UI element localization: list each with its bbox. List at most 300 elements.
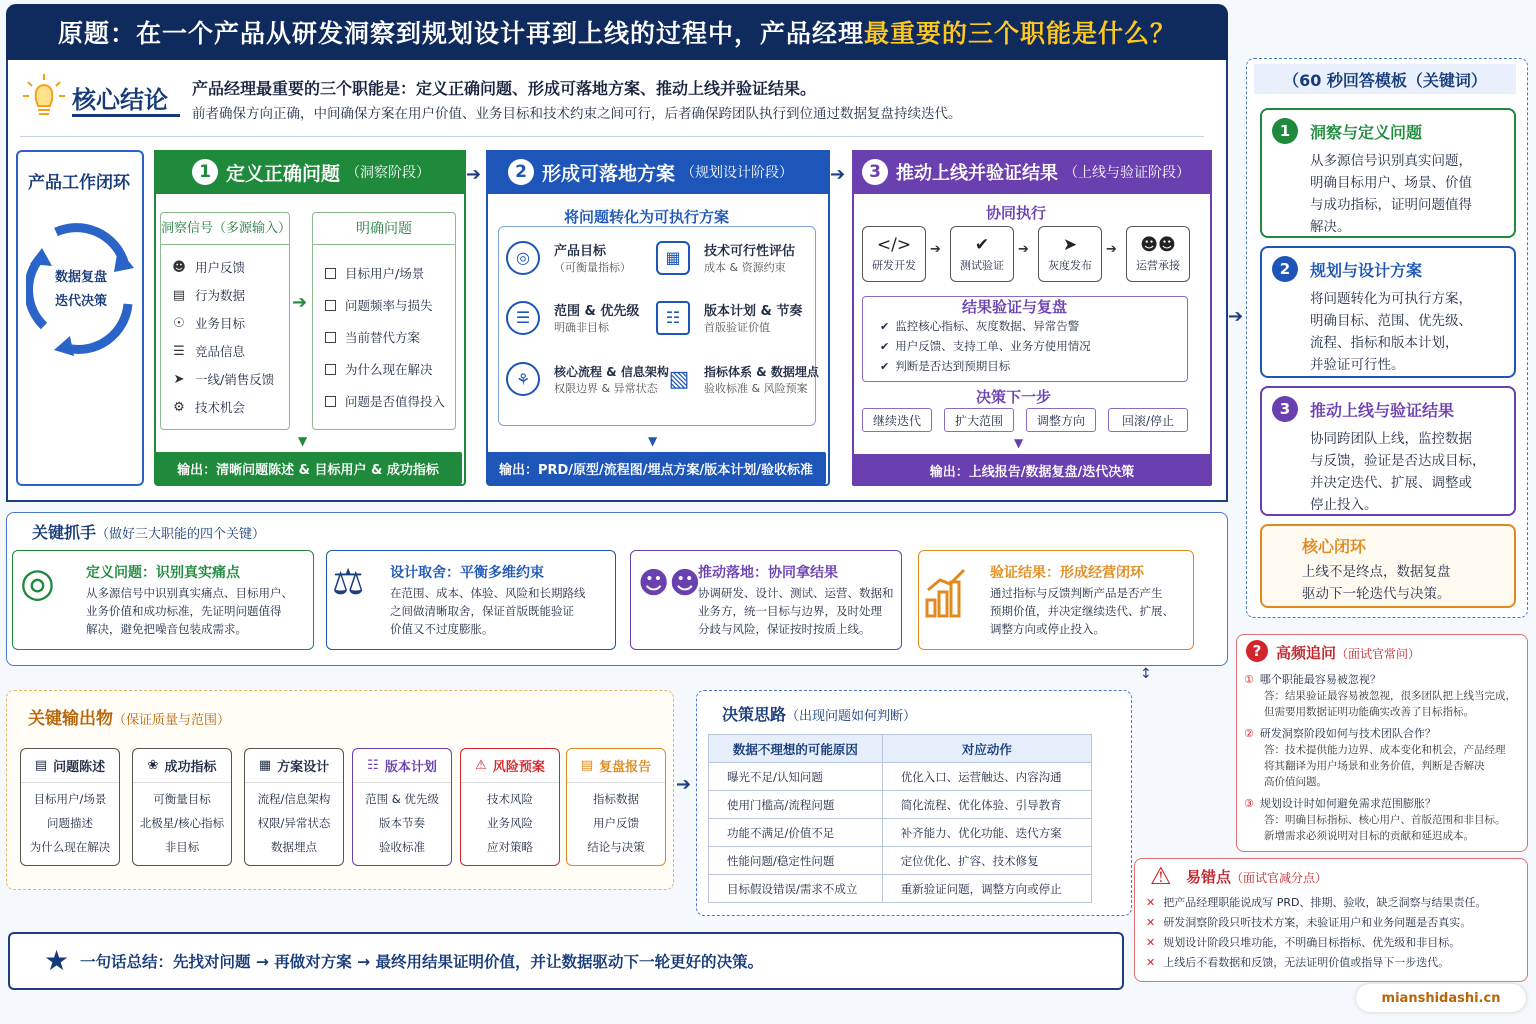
key-line: 预期价值，并决定继续迭代、扩展、 xyxy=(990,604,1174,618)
loop-center-text xyxy=(46,266,116,314)
output-item: 版本节奏 xyxy=(379,816,425,830)
card-line: 并决定迭代、扩展、调整或 xyxy=(1310,475,1472,491)
table-cell: 曝光不足/认知问题 xyxy=(709,763,883,791)
key-line: 协调研发、设计、测试、运营、数据和 xyxy=(698,586,894,600)
plan-item-title: 范围 & 优先级 xyxy=(554,304,640,319)
output-card xyxy=(132,748,232,866)
calendar-icon: ☷ xyxy=(656,301,690,335)
output-card-body xyxy=(461,783,559,859)
checkbox-icon xyxy=(325,268,336,279)
faq-answer-line: 答：结果验证最容易被忽视，很多团队把上线当完成， xyxy=(1264,690,1516,702)
plan-item-title: 核心流程 & 信息架构 xyxy=(554,364,669,379)
template-title: （60 秒回答模板（关键词） xyxy=(1254,64,1516,94)
plan-item-sub: 首版验证价值 xyxy=(704,321,770,334)
output-card-head xyxy=(353,749,451,783)
chart-icon: ▤ xyxy=(172,287,186,303)
signal-label: 用户反馈 xyxy=(195,260,246,275)
faq-question-text: 哪个职能最容易被忽视？ xyxy=(1259,673,1381,686)
section2-subtitle: 将问题转化为可执行方案 xyxy=(564,208,730,226)
arrow-right-icon: ➔ xyxy=(1018,242,1029,257)
table-cell: 补齐能力、优化功能、迭代方案 xyxy=(882,819,1091,847)
checkbox-icon xyxy=(325,332,336,343)
key-card-body xyxy=(86,584,310,638)
rocket-icon: ➤ xyxy=(173,371,185,387)
plan-item xyxy=(662,362,819,396)
star-icon: ★ xyxy=(44,944,70,977)
faq-answer-line: 高价值问题。 xyxy=(1264,776,1327,788)
question-icon: ? xyxy=(1246,640,1268,662)
arrow-right-icon: ➔ xyxy=(1228,306,1244,327)
card-number: 1 xyxy=(1272,118,1298,144)
output-card xyxy=(244,748,344,866)
step-label: 研发开发 xyxy=(872,259,916,272)
key-card-body xyxy=(990,584,1190,638)
table-cell: 功能不满足/价值不足 xyxy=(709,819,883,847)
output-card-title: 方案设计 xyxy=(277,760,330,775)
key-card-body xyxy=(390,584,612,638)
key-card-body xyxy=(698,584,898,638)
output-card-title: 版本计划 xyxy=(384,760,437,775)
key-line: 之间做清晰取舍，保证首版既能验证 xyxy=(390,604,574,618)
step-label: 运营承接 xyxy=(1136,259,1180,272)
error-item xyxy=(1146,912,1522,932)
decision-title xyxy=(722,702,916,725)
key-card-title: 设计取舍：平衡多维约束 xyxy=(390,565,544,581)
table-row xyxy=(709,875,1092,903)
question-label: 为什么现在解决 xyxy=(345,362,433,377)
section2-number: 2 xyxy=(508,159,534,185)
question-label: 目标用户/场景 xyxy=(345,266,425,281)
template-card-3 xyxy=(1260,386,1516,516)
verify-item xyxy=(880,336,1091,356)
plan-item-sub: 权限边界 & 异常状态 xyxy=(554,381,658,395)
key-grips-title xyxy=(32,520,265,543)
key-grips-sub: （做好三大职能的四个关键） xyxy=(96,527,266,542)
loop-card-body xyxy=(1302,561,1504,605)
faq-answer-line: 答：技术提供能力边界、成本变化和机会，产品经理 xyxy=(1264,744,1506,756)
signal-label: 竞品信息 xyxy=(195,344,246,359)
flow-icon: ⚘ xyxy=(506,362,540,396)
card-line: 停止投入。 xyxy=(1310,497,1378,513)
lightbulb-icon xyxy=(22,72,66,122)
plan-item-sub: 明确非目标 xyxy=(554,321,609,334)
target-icon: ◎ xyxy=(506,241,540,275)
card-line: 并验证可行性。 xyxy=(1310,357,1405,373)
step-test xyxy=(950,226,1014,282)
faq-question-text: 研发洞察阶段如何与技术团队合作？ xyxy=(1259,727,1436,740)
section3-number: 3 xyxy=(862,159,888,185)
verify-list xyxy=(880,316,1091,376)
output-item: 业务风险 xyxy=(487,816,533,830)
plan-item xyxy=(506,240,631,275)
growth-chart-icon xyxy=(924,566,970,618)
conclusion-line-1: 产品经理最重要的三个职能是：定义正确问题、形成可落地方案、推动上线并验证结果。 xyxy=(192,79,817,98)
step-label: 测试验证 xyxy=(960,259,1004,272)
key-line: 价值又不过度膨胀。 xyxy=(390,622,494,636)
card-title: 洞察与定义问题 xyxy=(1310,122,1423,142)
output-card xyxy=(566,748,666,866)
team-icon: ☻☻ xyxy=(638,566,701,601)
tech-icon: ⚙ xyxy=(173,399,185,415)
conclusion-line-2: 前者确保方向正确，中间确保方案在用户价值、业务目标和技术约束之间可行，后者确保跨团队执行到位通过数据复盘持续迭代。 xyxy=(192,106,962,122)
output-item: 应对策略 xyxy=(487,840,533,854)
key-line: 调整方向或停止投入。 xyxy=(990,622,1105,636)
user-icon: ☻ xyxy=(172,259,186,275)
section3-output: 输出：上线报告/数据复盘/迭代决策 xyxy=(852,454,1212,486)
target-icon: ◎ xyxy=(20,560,55,606)
layers-icon: ☰ xyxy=(173,343,185,359)
table-cell: 性能问题/稳定性问题 xyxy=(709,847,883,875)
card-body xyxy=(1310,288,1504,376)
output-card-body xyxy=(245,783,343,859)
key-card-title: 推动落地：协同拿结果 xyxy=(698,565,838,581)
card-line: 驱动下一轮迭代与决策。 xyxy=(1302,586,1451,602)
table-cell: 使用门槛高/流程问题 xyxy=(709,791,883,819)
decision-pill: 调整方向 xyxy=(1026,408,1096,432)
faq-answer-line: 但需要用数据证明功能确实改善了目标指标。 xyxy=(1264,706,1474,718)
verify-label: 判断是否达到预期目标 xyxy=(895,359,1011,373)
collab-title: 协同执行 xyxy=(986,204,1047,222)
card-title: 规划与设计方案 xyxy=(1310,260,1423,280)
output-item: 可衡量目标 xyxy=(153,792,211,806)
error-text: 把产品经理职能说成写 PRD、排期、验收，缺乏洞察与结果责任。 xyxy=(1163,896,1487,909)
signal-label: 技术机会 xyxy=(195,400,246,415)
key-card-title: 定义问题：识别真实痛点 xyxy=(86,565,240,581)
section2-header xyxy=(486,150,830,194)
key-line: 分歧与风险，保证按时按质上线。 xyxy=(698,622,871,636)
section1-title: 定义正确问题 xyxy=(226,162,341,185)
code-icon: </> xyxy=(876,235,912,255)
bar-chart-icon: ▧ xyxy=(668,366,690,392)
scale-icon: ⚖ xyxy=(332,562,365,603)
errors-list xyxy=(1146,892,1522,972)
cross-icon: ✕ xyxy=(1146,955,1156,969)
signal-item xyxy=(171,337,289,365)
signal-item xyxy=(171,253,289,281)
plan-item-sub: （可衡量指标） xyxy=(554,261,631,274)
arrow-right-icon: ➔ xyxy=(930,242,941,257)
key-card-title: 验证结果：形成经营闭环 xyxy=(990,565,1144,581)
table-row xyxy=(709,791,1092,819)
key-line: 业务方，统一目标与边界，及时处理 xyxy=(698,604,882,618)
card-line: 明确目标、范围、优先级、 xyxy=(1310,313,1472,329)
output-card-title: 成功指标 xyxy=(164,760,217,775)
output-card-head xyxy=(21,749,119,783)
faq-answer xyxy=(1244,688,1524,720)
faq-question: ③ 规划设计时如何避免需求范围膨胀？ xyxy=(1244,797,1436,810)
report-icon: ▤ xyxy=(580,758,594,773)
page-title xyxy=(6,4,1228,60)
arrow-down-icon: ▼ xyxy=(1014,436,1024,450)
checkbox-icon xyxy=(325,364,336,375)
output-card-body xyxy=(567,783,665,859)
verify-item xyxy=(880,356,1091,376)
table-cell: 目标假设错误/需求不成立 xyxy=(709,875,883,903)
faq-list xyxy=(1244,672,1524,844)
signal-label: 行为数据 xyxy=(195,288,246,303)
rocket-icon: ➤ xyxy=(1062,235,1078,255)
faq-answer-line: 新增需求必须说明对目标的贡献和延迟成本。 xyxy=(1264,830,1474,842)
question-label: 问题频率与损失 xyxy=(345,298,433,313)
table-cell: 重新验证问题，调整方向或停止 xyxy=(882,875,1091,903)
shield-check-icon: ✔ xyxy=(974,235,990,255)
output-item: 非目标 xyxy=(164,840,200,854)
verify-label: 监控核心指标、灰度数据、异常告警 xyxy=(895,319,1080,333)
section1-sub: （洞察阶段） xyxy=(346,165,431,181)
decide-title: 决策下一步 xyxy=(976,388,1052,406)
table-row xyxy=(709,819,1092,847)
decision-table xyxy=(708,734,1092,903)
arrow-right-icon: ➔ xyxy=(292,292,308,313)
card-line: 上线不是终点，数据复盘 xyxy=(1302,564,1451,580)
card-line: 协同跨团队上线，监控数据 xyxy=(1310,431,1472,447)
check-circle-icon: ✔ xyxy=(880,319,890,333)
plan-item xyxy=(656,300,802,335)
warning-icon: ⚠ xyxy=(475,758,487,773)
table-cell: 优化入口、运营触达、内容沟通 xyxy=(882,763,1091,791)
arrow-right-icon: ➔ xyxy=(830,164,846,185)
output-card-head xyxy=(245,749,343,783)
card-line: 与成功指标，证明问题值得 xyxy=(1310,197,1472,213)
output-card-body xyxy=(353,783,451,859)
chip-icon: ▦ xyxy=(656,241,690,275)
errors-title xyxy=(1186,866,1327,887)
target-icon: ☉ xyxy=(173,315,185,331)
output-item: 结论与决策 xyxy=(587,840,645,854)
verify-item xyxy=(880,316,1091,336)
verify-title: 结果验证与复盘 xyxy=(962,298,1068,316)
error-item xyxy=(1146,932,1522,952)
step-release xyxy=(1038,226,1102,282)
key-line: 通过指标与反馈判断产品是否产生 xyxy=(990,586,1163,600)
arrow-updown-icon: ↕ xyxy=(1140,666,1152,682)
warning-icon: ⚠ xyxy=(1150,862,1172,890)
table-row xyxy=(709,763,1092,791)
section3-title: 推动上线并验证结果 xyxy=(896,163,1058,184)
signals-title: 洞察信号（多源输入） xyxy=(161,213,289,245)
section2-title: 形成可落地方案 xyxy=(542,162,676,185)
output-item: 范围 & 优先级 xyxy=(365,792,439,806)
template-loop-card xyxy=(1260,524,1516,608)
output-item: 北极星/核心指标 xyxy=(139,816,225,830)
output-item: 流程/信息架构 xyxy=(257,792,331,806)
card-number: 2 xyxy=(1272,256,1298,282)
faq-answer xyxy=(1244,742,1524,790)
output-card xyxy=(20,748,120,866)
signal-item xyxy=(171,281,289,309)
key-grips-title-text: 关键抓手 xyxy=(32,523,97,542)
decision-title-text: 决策思路 xyxy=(722,705,787,724)
output-item: 技术风险 xyxy=(487,792,533,806)
plan-item-title: 技术可行性评估 xyxy=(704,244,796,259)
question-item xyxy=(325,385,455,417)
calendar-icon: ☷ xyxy=(367,758,379,773)
divider xyxy=(20,136,1204,137)
table-cell: 简化流程、优化体验、引导教育 xyxy=(882,791,1091,819)
column-header: 数据不理想的可能原因 xyxy=(709,735,883,763)
verify-label: 用户反馈、支持工单、业务方使用情况 xyxy=(895,339,1091,353)
plan-item xyxy=(656,240,795,275)
output-item: 指标数据 xyxy=(593,792,639,806)
question-item xyxy=(325,257,455,289)
card-line: 流程、指标和版本计划， xyxy=(1310,335,1459,351)
error-text: 研发洞察阶段只听技术方案，未验证用户和业务问题是否真实。 xyxy=(1163,916,1472,929)
cross-icon: ✕ xyxy=(1146,935,1156,949)
card-body xyxy=(1310,428,1504,516)
signal-item xyxy=(171,393,289,421)
step-dev xyxy=(862,226,926,282)
card-line: 解决。 xyxy=(1310,219,1351,235)
site-badge: mianshidashi.cn xyxy=(1356,984,1526,1012)
list-icon: ☰ xyxy=(506,301,540,335)
template-card-1 xyxy=(1260,108,1516,238)
outputs-title-text: 关键输出物 xyxy=(28,709,113,729)
layout-icon: ▦ xyxy=(258,758,272,773)
errors-sub: （面试官减分点） xyxy=(1231,871,1328,885)
output-item: 权限/异常状态 xyxy=(257,816,331,830)
errors-title-text: 易错点 xyxy=(1186,868,1232,886)
output-card xyxy=(352,748,452,866)
output-card-head xyxy=(133,749,231,783)
questions-title: 明确问题 xyxy=(313,213,455,245)
loop-card-title: 核心闭环 xyxy=(1302,537,1367,556)
key-line: 在范围、成本、体验、风险和长期路线 xyxy=(390,586,586,600)
table-cell: 定位优化、扩容、技术修复 xyxy=(882,847,1091,875)
output-card-title: 复盘报告 xyxy=(599,760,652,775)
key-line: 业务价值和成功标准，先证明问题值得 xyxy=(86,604,282,618)
faq-question-text: 规划设计时如何避免需求范围膨胀？ xyxy=(1259,797,1436,810)
arrow-right-icon: ➔ xyxy=(466,164,482,185)
conclusion-title: 核心结论 xyxy=(72,86,168,114)
table-row xyxy=(709,847,1092,875)
section2-sub: （规划设计阶段） xyxy=(681,165,794,181)
arrow-down-icon: ▼ xyxy=(648,434,658,448)
output-item: 验收标准 xyxy=(379,840,425,854)
error-item xyxy=(1146,892,1522,912)
plan-item-sub: 成本 & 资源约束 xyxy=(704,261,786,274)
outputs-title xyxy=(28,704,230,729)
signals-box xyxy=(160,212,290,430)
question-item xyxy=(325,289,455,321)
faq-question: ① 哪个职能最容易被忽视？ xyxy=(1244,673,1381,686)
output-item: 问题描述 xyxy=(47,816,93,830)
column-header: 对应动作 xyxy=(882,735,1091,763)
plan-item-sub: 验收标准 & 风险预案 xyxy=(704,381,808,395)
output-item: 用户反馈 xyxy=(593,816,639,830)
decision-pill: 回滚/停止 xyxy=(1108,408,1188,432)
loop-title: 产品工作闭环 xyxy=(28,173,130,193)
output-card-head xyxy=(461,749,559,783)
question-label: 问题是否值得投入 xyxy=(345,394,446,409)
badge-icon: ❀ xyxy=(147,758,159,773)
output-card-body xyxy=(133,783,231,859)
output-item: 目标用户/场景 xyxy=(33,792,107,806)
card-title: 推动上线与验证结果 xyxy=(1310,400,1455,420)
outputs-sub: （保证质量与范围） xyxy=(113,713,231,728)
output-card-title: 问题陈述 xyxy=(53,760,106,775)
template-card-2 xyxy=(1260,246,1516,378)
step-ops xyxy=(1126,226,1190,282)
summary-text: 一句话总结：先找对问题 → 再做对方案 → 最终用结果证明价值，并让数据驱动下一轮更好的决策。 xyxy=(80,953,764,971)
error-text: 上线后不看数据和反馈，无法证明价值或指导下一步迭代。 xyxy=(1163,956,1450,969)
cross-icon: ✕ xyxy=(1146,895,1156,909)
plan-item xyxy=(506,362,669,396)
error-item xyxy=(1146,952,1522,972)
checkbox-icon xyxy=(325,396,336,407)
signal-label: 一线/销售反馈 xyxy=(195,372,275,387)
faq-sub: （面试官常问） xyxy=(1336,647,1421,661)
section1-header xyxy=(154,150,466,194)
output-card-head xyxy=(567,749,665,783)
table-header-row xyxy=(709,735,1092,763)
section3-sub: （上线与验证阶段） xyxy=(1064,165,1190,181)
plan-item-title: 版本计划 & 节奏 xyxy=(704,304,803,319)
card-line: 明确目标用户、场景、价值 xyxy=(1310,175,1472,191)
output-card-body xyxy=(21,783,119,859)
faq-answer-line: 将其翻译为用户场景和业务价值，判断是否解决 xyxy=(1264,760,1485,772)
card-number: 3 xyxy=(1272,396,1298,422)
arrow-down-icon: ▼ xyxy=(298,434,308,448)
section2-output: 输出：PRD/原型/流程图/埋点方案/版本计划/验收标准 xyxy=(486,452,826,484)
faq-answer xyxy=(1244,812,1524,844)
arrow-right-icon: ➔ xyxy=(676,774,692,795)
questions-box xyxy=(312,212,456,430)
key-line: 解决，避免把噪音包装成需求。 xyxy=(86,622,247,636)
output-item: 为什么现在解决 xyxy=(29,840,111,854)
output-item: 数据埋点 xyxy=(271,840,317,854)
key-line: 从多源信号中识别真实痛点、目标用户、 xyxy=(86,586,293,600)
signal-item xyxy=(171,365,289,393)
error-text: 规划设计阶段只堆功能，不明确目标指标、优先级和非目标。 xyxy=(1163,936,1461,949)
card-line: 与反馈，验证是否达成目标， xyxy=(1310,453,1486,469)
faq-title xyxy=(1276,642,1420,663)
document-icon: ▤ xyxy=(34,758,48,773)
signal-item xyxy=(171,309,289,337)
card-line: 将问题转化为可执行方案， xyxy=(1310,291,1472,307)
section3-header xyxy=(852,150,1212,194)
card-body xyxy=(1310,150,1504,238)
faq-answer-line: 答：明确目标指标、核心用户、首版范围和非目标。 xyxy=(1264,814,1506,826)
loop-center-line-2: 迭代决策 xyxy=(54,294,107,309)
decision-sub: （出现问题如何判断） xyxy=(786,709,917,724)
question-item xyxy=(325,353,455,385)
faq-question: ② 研发洞察阶段如何与技术团队合作？ xyxy=(1244,727,1436,740)
check-circle-icon: ✔ xyxy=(880,339,890,353)
plan-item-title: 指标体系 & 数据埋点 xyxy=(704,364,819,379)
output-card-title: 风险预案 xyxy=(492,760,545,775)
card-line: 从多源信号识别真实问题， xyxy=(1310,153,1472,169)
plan-item-title: 产品目标 xyxy=(554,244,607,259)
faq-title-text: 高频追问 xyxy=(1276,644,1337,662)
team-icon: ☻☻ xyxy=(1140,235,1176,255)
decision-pill: 继续迭代 xyxy=(862,408,932,432)
cross-icon: ✕ xyxy=(1146,915,1156,929)
title-prefix: 原题：在一个产品从研发洞察到规划设计再到上线的过程中，产品经理 xyxy=(57,19,864,48)
check-circle-icon: ✔ xyxy=(880,359,890,373)
question-label: 当前替代方案 xyxy=(345,330,421,345)
section1-number: 1 xyxy=(192,159,218,185)
checkbox-icon xyxy=(325,300,336,311)
section1-output: 输出：清晰问题陈述 & 目标用户 & 成功指标 xyxy=(154,452,462,484)
arrow-right-icon: ➔ xyxy=(1106,242,1117,257)
title-highlight: 最重要的三个职能是什么？ xyxy=(864,19,1177,48)
plan-item xyxy=(506,300,639,335)
conclusion-underline xyxy=(72,114,180,117)
signal-label: 业务目标 xyxy=(195,316,246,331)
output-card xyxy=(460,748,560,866)
question-item xyxy=(325,321,455,353)
step-label: 灰度发布 xyxy=(1048,259,1092,272)
